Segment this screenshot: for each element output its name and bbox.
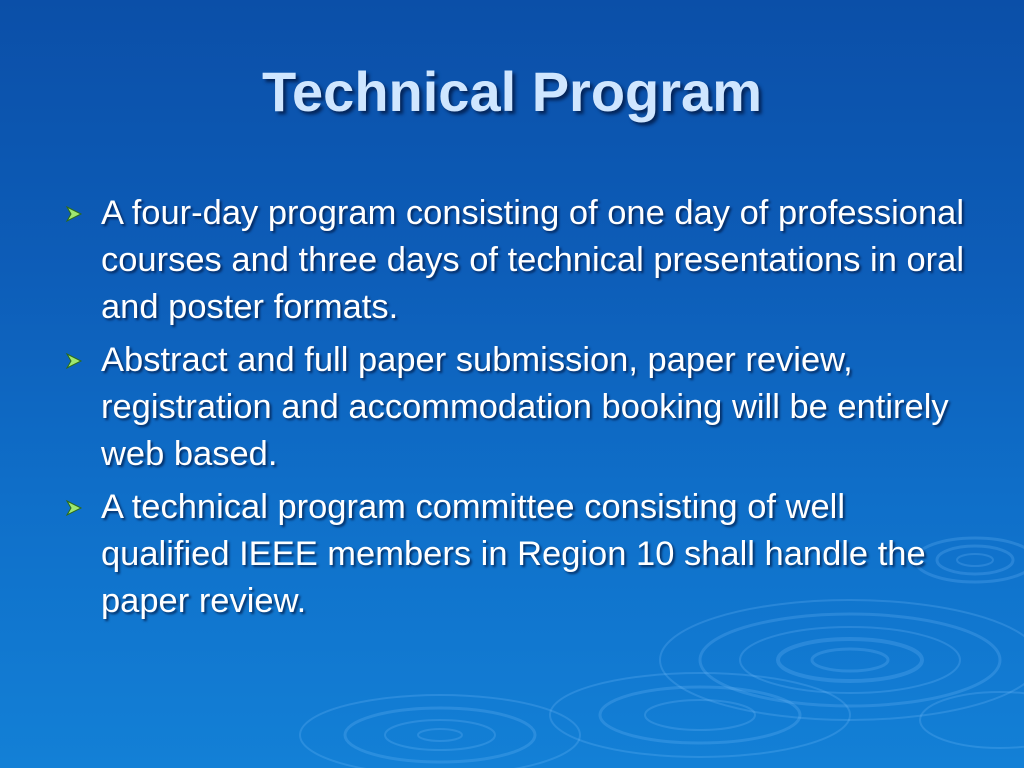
bullet-text: Abstract and full paper submission, paper review, registration and accommodation booking will be entirely web based. [101,341,949,473]
bullet-item [62,484,972,625]
bullet-text: A four-day program consisting of one day of professional courses and three days of technical presentations in oral and poster formats. [101,194,965,326]
arrowhead-icon [64,498,84,518]
bullet-item [62,190,972,331]
arrowhead-icon [64,351,84,371]
arrowhead-icon [64,204,84,224]
slide-title: Technical Program [261,60,762,123]
bullet-item [62,337,972,478]
bullet-text: A technical program committee consisting of well qualified IEEE members in Region 10 shall handle the paper review. [101,488,926,620]
bullet-list [62,190,972,631]
